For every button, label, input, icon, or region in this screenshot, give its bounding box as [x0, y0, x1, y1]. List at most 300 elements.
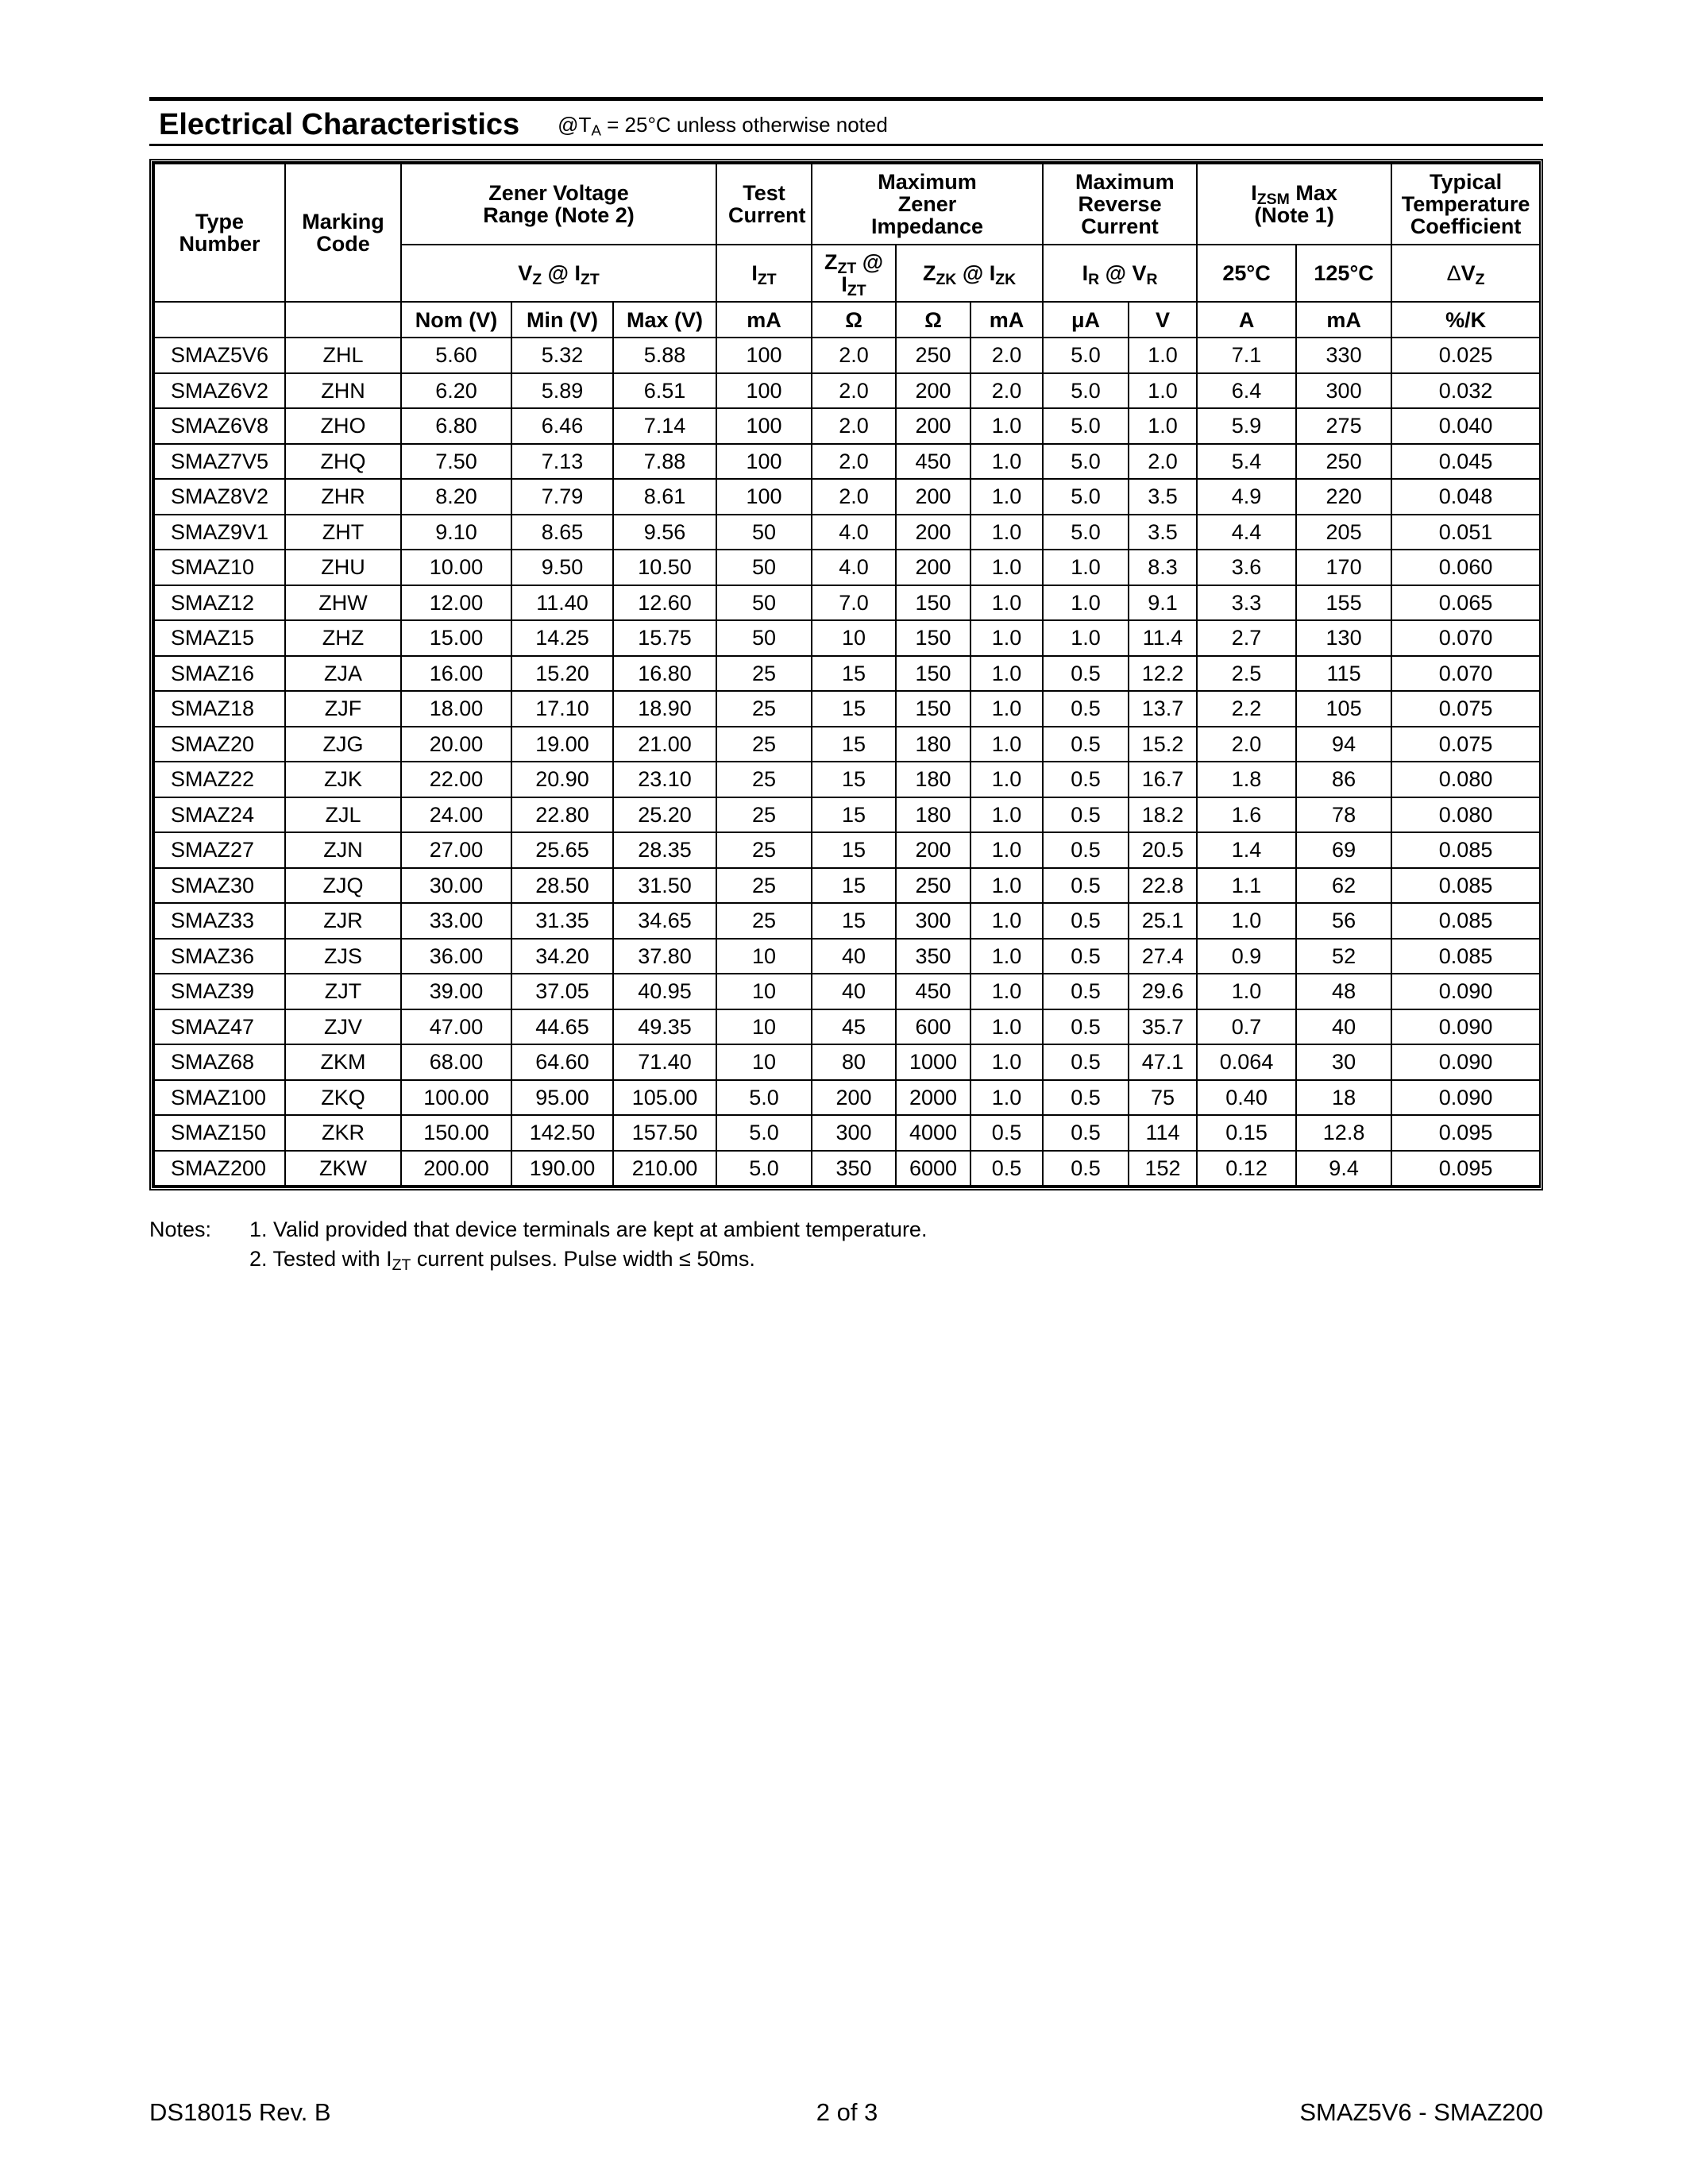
table-cell: 5.88: [613, 338, 716, 373]
table-cell: 45: [812, 1009, 896, 1045]
table-cell: 180: [896, 727, 970, 762]
table-cell: 4.9: [1197, 479, 1296, 515]
table-cell: 18: [1296, 1080, 1391, 1116]
table-cell: 17.10: [511, 691, 613, 727]
table-cell: 20.00: [401, 727, 511, 762]
table-cell: 1.0: [970, 656, 1043, 692]
unit-cell: mA: [970, 302, 1043, 338]
table-cell: 0.5: [1043, 1080, 1129, 1116]
table-cell: 155: [1296, 585, 1391, 621]
table-cell: 2.0: [970, 338, 1043, 373]
table-cell: 0.5: [1043, 1115, 1129, 1151]
section-header: [149, 97, 1543, 146]
table-cell: 142.50: [511, 1115, 613, 1151]
header-vz-at-izt: $V_Z$ @ $I_{ZT}$: [401, 245, 716, 302]
cell-marking-code: ZKQ: [285, 1080, 401, 1116]
table-cell: 49.35: [613, 1009, 716, 1045]
table-cell: 5.9: [1197, 408, 1296, 444]
table-cell: 80: [812, 1044, 896, 1080]
table-cell: 12.60: [613, 585, 716, 621]
table-cell: 1.0: [970, 903, 1043, 939]
table-cell: 0.095: [1391, 1151, 1540, 1187]
table-cell: 0.051: [1391, 515, 1540, 550]
table-cell: 1.0: [970, 1009, 1043, 1045]
table-cell: 220: [1296, 479, 1391, 515]
table-cell: 20.5: [1129, 832, 1197, 868]
section-condition: $@T_A = 25^\circ C$ unless otherwise noted: [558, 113, 888, 139]
table-cell: 0.5: [1043, 1151, 1129, 1187]
table-cell: 15: [812, 797, 896, 833]
cell-marking-code: ZKW: [285, 1151, 401, 1187]
header-temp-125c: 125°C: [1296, 245, 1391, 302]
table-cell: 0.070: [1391, 656, 1540, 692]
table-cell: 0.045: [1391, 444, 1540, 480]
table-cell: 0.048: [1391, 479, 1540, 515]
table-cell: 16.00: [401, 656, 511, 692]
cell-type-number: SMAZ39: [154, 974, 285, 1009]
table-cell: 31.50: [613, 868, 716, 904]
table-cell: 1.0: [970, 585, 1043, 621]
table-cell: 150: [896, 620, 970, 656]
table-row: [154, 903, 1540, 939]
unit-cell: Nom (V): [401, 302, 511, 338]
table-cell: 1.0: [970, 444, 1043, 480]
table-cell: 15.00: [401, 620, 511, 656]
header-temp-25c: 25°C: [1197, 245, 1296, 302]
table-cell: 4.4: [1197, 515, 1296, 550]
table-cell: 4.0: [812, 550, 896, 585]
table-cell: 2.2: [1197, 691, 1296, 727]
table-cell: 150.00: [401, 1115, 511, 1151]
table-cell: 10: [812, 620, 896, 656]
table-cell: 0.5: [1043, 903, 1129, 939]
unit-cell: A: [1197, 302, 1296, 338]
table-cell: 180: [896, 797, 970, 833]
col-type-number: Type Number: [154, 164, 285, 302]
table-cell: 5.0: [1043, 515, 1129, 550]
header-rule-bottom: [149, 144, 1543, 146]
table-cell: 1.0: [1129, 338, 1197, 373]
cell-marking-code: ZJA: [285, 656, 401, 692]
table-cell: 0.075: [1391, 691, 1540, 727]
table-cell: 15: [812, 656, 896, 692]
table-cell: 86: [1296, 762, 1391, 797]
table-cell: 8.3: [1129, 550, 1197, 585]
cell-marking-code: ZHT: [285, 515, 401, 550]
table-cell: 94: [1296, 727, 1391, 762]
table-cell: 0.095: [1391, 1115, 1540, 1151]
table-cell: 15.20: [511, 656, 613, 692]
table-cell: 1.0: [970, 974, 1043, 1009]
table-row: [154, 868, 1540, 904]
table-cell: 5.0: [716, 1151, 812, 1187]
cell-marking-code: ZJQ: [285, 868, 401, 904]
section-title: Electrical Characteristics: [159, 108, 520, 141]
table-cell: 5.0: [716, 1080, 812, 1116]
cell-marking-code: ZJN: [285, 832, 401, 868]
footer-doc-id: DS18015 Rev. B: [149, 2098, 331, 2126]
table-cell: 25: [716, 762, 812, 797]
table-cell: 5.60: [401, 338, 511, 373]
table-cell: 150: [896, 656, 970, 692]
table-cell: 0.090: [1391, 1080, 1540, 1116]
table-cell: 39.00: [401, 974, 511, 1009]
table-cell: 10: [716, 1044, 812, 1080]
table-cell: 6.4: [1197, 373, 1296, 409]
table-cell: 250: [1296, 444, 1391, 480]
table-cell: 0.5: [1043, 1044, 1129, 1080]
table-cell: 450: [896, 974, 970, 1009]
table-cell: 2.0: [812, 479, 896, 515]
table-cell: 2.7: [1197, 620, 1296, 656]
footer-part-range: SMAZ5V6 - SMAZ200: [1299, 2098, 1543, 2126]
table-cell: 0.7: [1197, 1009, 1296, 1045]
table-cell: 8.65: [511, 515, 613, 550]
table-cell: 2000: [896, 1080, 970, 1116]
table-cell: 15: [812, 868, 896, 904]
cell-marking-code: ZJR: [285, 903, 401, 939]
table-cell: 0.080: [1391, 797, 1540, 833]
table-cell: 2.5: [1197, 656, 1296, 692]
table-cell: 40: [812, 939, 896, 974]
table-cell: 30: [1296, 1044, 1391, 1080]
table-cell: 5.0: [1043, 408, 1129, 444]
table-cell: 4000: [896, 1115, 970, 1151]
table-cell: 0.15: [1197, 1115, 1296, 1151]
table-cell: 250: [896, 338, 970, 373]
table-cell: 0.5: [1043, 797, 1129, 833]
table-cell: 15: [812, 691, 896, 727]
header-zzk-at-izk: $Z_{ZK}$ @ $I_{ZK}$: [896, 245, 1043, 302]
table-cell: 28.50: [511, 868, 613, 904]
table-cell: 200: [896, 550, 970, 585]
table-cell: 5.0: [1043, 373, 1129, 409]
table-row: [154, 444, 1540, 480]
table-cell: 200: [896, 515, 970, 550]
table-cell: 7.79: [511, 479, 613, 515]
table-cell: 15: [812, 832, 896, 868]
table-cell: 330: [1296, 338, 1391, 373]
table-body: [154, 338, 1540, 1186]
units-blank-marking: [285, 302, 401, 338]
table-cell: 0.5: [970, 1151, 1043, 1187]
table-cell: 350: [896, 939, 970, 974]
table-cell: 1.0: [970, 479, 1043, 515]
table-cell: 1.0: [970, 832, 1043, 868]
units-row: [154, 302, 1540, 338]
table-cell: 300: [896, 903, 970, 939]
table-cell: 100: [716, 373, 812, 409]
unit-cell: Ω: [812, 302, 896, 338]
cell-marking-code: ZHR: [285, 479, 401, 515]
table-cell: 10: [716, 1009, 812, 1045]
table-cell: 0.5: [1043, 727, 1129, 762]
table-cell: 0.12: [1197, 1151, 1296, 1187]
table-cell: 2.0: [1129, 444, 1197, 480]
table-cell: 5.0: [716, 1115, 812, 1151]
table-cell: 56: [1296, 903, 1391, 939]
table-row: [154, 939, 1540, 974]
table-cell: 27.00: [401, 832, 511, 868]
table-row: [154, 974, 1540, 1009]
table-row: [154, 1044, 1540, 1080]
col-max-zener-impedance: Maximum Zener Impedance: [812, 164, 1043, 245]
table-cell: 170: [1296, 550, 1391, 585]
table-cell: 115: [1296, 656, 1391, 692]
table-cell: 0.090: [1391, 1009, 1540, 1045]
table-cell: 20.90: [511, 762, 613, 797]
table-cell: 11.40: [511, 585, 613, 621]
cell-type-number: SMAZ68: [154, 1044, 285, 1080]
table-cell: 1.0: [1043, 620, 1129, 656]
cell-type-number: SMAZ150: [154, 1115, 285, 1151]
table-row: [154, 1080, 1540, 1116]
table-cell: 36.00: [401, 939, 511, 974]
table-cell: 150: [896, 691, 970, 727]
cell-marking-code: ZKR: [285, 1115, 401, 1151]
table-cell: 1.0: [970, 868, 1043, 904]
table-cell: 28.35: [613, 832, 716, 868]
cell-type-number: SMAZ22: [154, 762, 285, 797]
cell-marking-code: ZJV: [285, 1009, 401, 1045]
table-row: [154, 1151, 1540, 1187]
table-cell: 47.1: [1129, 1044, 1197, 1080]
table-cell: 7.88: [613, 444, 716, 480]
table-cell: 6000: [896, 1151, 970, 1187]
table-cell: 1.8: [1197, 762, 1296, 797]
table-cell: 25.65: [511, 832, 613, 868]
table-cell: 1.0: [970, 550, 1043, 585]
table-cell: 25: [716, 832, 812, 868]
table-cell: 100.00: [401, 1080, 511, 1116]
cell-marking-code: ZJG: [285, 727, 401, 762]
table-cell: 9.56: [613, 515, 716, 550]
table-cell: 450: [896, 444, 970, 480]
table-cell: 0.065: [1391, 585, 1540, 621]
table-cell: 78: [1296, 797, 1391, 833]
table-cell: 600: [896, 1009, 970, 1045]
table-cell: 0.5: [1043, 832, 1129, 868]
cell-type-number: SMAZ6V2: [154, 373, 285, 409]
table-cell: 5.0: [1043, 444, 1129, 480]
table-cell: 18.90: [613, 691, 716, 727]
table-cell: 0.5: [970, 1115, 1043, 1151]
table-cell: 300: [1296, 373, 1391, 409]
electrical-characteristics-table: [153, 163, 1541, 1187]
unit-cell: Ω: [896, 302, 970, 338]
table-cell: 25.20: [613, 797, 716, 833]
table-cell: 0.060: [1391, 550, 1540, 585]
table-cell: 114: [1129, 1115, 1197, 1151]
unit-cell: Min (V): [511, 302, 613, 338]
cell-type-number: SMAZ8V2: [154, 479, 285, 515]
table-cell: 5.0: [1043, 338, 1129, 373]
electrical-characteristics-table-frame: [149, 159, 1543, 1190]
table-cell: 1.4: [1197, 832, 1296, 868]
table-cell: 1.0: [1129, 408, 1197, 444]
table-cell: 7.14: [613, 408, 716, 444]
table-row: [154, 1115, 1540, 1151]
table-cell: 19.00: [511, 727, 613, 762]
cell-marking-code: ZJS: [285, 939, 401, 974]
table-cell: 75: [1129, 1080, 1197, 1116]
table-row: [154, 338, 1540, 373]
cell-type-number: SMAZ100: [154, 1080, 285, 1116]
table-cell: 0.085: [1391, 939, 1540, 974]
table-cell: 3.6: [1197, 550, 1296, 585]
table-cell: 7.0: [812, 585, 896, 621]
units-blank-type: [154, 302, 285, 338]
cell-marking-code: ZJT: [285, 974, 401, 1009]
table-cell: 200: [812, 1080, 896, 1116]
table-cell: 105: [1296, 691, 1391, 727]
table-cell: 50: [716, 550, 812, 585]
table-cell: 200: [896, 832, 970, 868]
table-cell: 15.75: [613, 620, 716, 656]
table-cell: 22.8: [1129, 868, 1197, 904]
table-cell: 3.3: [1197, 585, 1296, 621]
table-cell: 6.51: [613, 373, 716, 409]
table-row: [154, 408, 1540, 444]
cell-type-number: SMAZ47: [154, 1009, 285, 1045]
table-cell: 10: [716, 939, 812, 974]
cell-type-number: SMAZ16: [154, 656, 285, 692]
table-cell: 9.4: [1296, 1151, 1391, 1187]
table-cell: 9.1: [1129, 585, 1197, 621]
table-row: [154, 515, 1540, 550]
table-cell: 1.0: [970, 797, 1043, 833]
table-row: [154, 620, 1540, 656]
table-cell: 50: [716, 515, 812, 550]
table-cell: 25: [716, 727, 812, 762]
cell-type-number: SMAZ18: [154, 691, 285, 727]
table-cell: 0.090: [1391, 1044, 1540, 1080]
cell-marking-code: ZHL: [285, 338, 401, 373]
table-cell: 50: [716, 620, 812, 656]
table-row: [154, 762, 1540, 797]
table-row: [154, 585, 1540, 621]
table-cell: 11.4: [1129, 620, 1197, 656]
table-cell: 40: [812, 974, 896, 1009]
cell-type-number: SMAZ30: [154, 868, 285, 904]
table-cell: 0.032: [1391, 373, 1540, 409]
header-delta-vz: $\Delta V_Z$: [1391, 245, 1540, 302]
cell-type-number: SMAZ5V6: [154, 338, 285, 373]
table-cell: 0.5: [1043, 691, 1129, 727]
table-cell: 130: [1296, 620, 1391, 656]
table-cell: 62: [1296, 868, 1391, 904]
table-cell: 23.10: [613, 762, 716, 797]
table-cell: 27.4: [1129, 939, 1197, 974]
table-cell: 69: [1296, 832, 1391, 868]
table-cell: 0.080: [1391, 762, 1540, 797]
notes-label: Notes:: [149, 1217, 212, 1241]
cell-marking-code: ZHQ: [285, 444, 401, 480]
table-cell: 48: [1296, 974, 1391, 1009]
table-cell: 1.0: [1129, 373, 1197, 409]
table-cell: 10.00: [401, 550, 511, 585]
table-cell: 0.5: [1043, 1009, 1129, 1045]
table-cell: 12.8: [1296, 1115, 1391, 1151]
cell-marking-code: ZHW: [285, 585, 401, 621]
table-cell: 10.50: [613, 550, 716, 585]
table-cell: 5.89: [511, 373, 613, 409]
table-row: [154, 1009, 1540, 1045]
cell-type-number: SMAZ27: [154, 832, 285, 868]
table-cell: 40.95: [613, 974, 716, 1009]
table-cell: 6.20: [401, 373, 511, 409]
cell-marking-code: ZHU: [285, 550, 401, 585]
table-cell: 157.50: [613, 1115, 716, 1151]
table-cell: 210.00: [613, 1151, 716, 1187]
table-cell: 7.1: [1197, 338, 1296, 373]
table-cell: 47.00: [401, 1009, 511, 1045]
table-cell: 275: [1296, 408, 1391, 444]
table-cell: 6.46: [511, 408, 613, 444]
table-row: [154, 479, 1540, 515]
table-cell: 0.5: [1043, 939, 1129, 974]
header-ir-at-vr: $I_R$ @ $V_R$: [1043, 245, 1197, 302]
cell-marking-code: ZKM: [285, 1044, 401, 1080]
table-cell: 0.085: [1391, 868, 1540, 904]
footer-page-number: 2 of 3: [816, 2098, 878, 2126]
table-row: [154, 727, 1540, 762]
unit-cell: mA: [716, 302, 812, 338]
cell-type-number: SMAZ7V5: [154, 444, 285, 480]
table-cell: 4.0: [812, 515, 896, 550]
cell-type-number: SMAZ15: [154, 620, 285, 656]
table-cell: 2.0: [812, 444, 896, 480]
header-izt: $I_{ZT}$: [716, 245, 812, 302]
table-cell: 0.085: [1391, 903, 1540, 939]
table-cell: 2.0: [1197, 727, 1296, 762]
table-cell: 1.0: [970, 408, 1043, 444]
table-cell: 100: [716, 444, 812, 480]
table-cell: 100: [716, 479, 812, 515]
table-cell: 105.00: [613, 1080, 716, 1116]
table-cell: 100: [716, 408, 812, 444]
table-cell: 1.0: [970, 515, 1043, 550]
table-cell: 50: [716, 585, 812, 621]
table-cell: 35.7: [1129, 1009, 1197, 1045]
unit-cell: mA: [1296, 302, 1391, 338]
table-cell: 1.0: [1043, 585, 1129, 621]
table-cell: 0.085: [1391, 832, 1540, 868]
table-cell: 6.80: [401, 408, 511, 444]
table-cell: 18.2: [1129, 797, 1197, 833]
cell-type-number: SMAZ20: [154, 727, 285, 762]
table-cell: 25.1: [1129, 903, 1197, 939]
table-cell: 31.35: [511, 903, 613, 939]
table-cell: 3.5: [1129, 479, 1197, 515]
header-zzt-at-izt: $Z_{ZT}$ @ $I_{ZT}$: [812, 245, 896, 302]
table-cell: 12.2: [1129, 656, 1197, 692]
table-cell: 25: [716, 797, 812, 833]
table-cell: 2.0: [812, 338, 896, 373]
table-cell: 1.6: [1197, 797, 1296, 833]
table-cell: 37.05: [511, 974, 613, 1009]
col-temp-coefficient: Typical Temperature Coefficient: [1391, 164, 1540, 245]
unit-cell: Max (V): [613, 302, 716, 338]
table-row: [154, 550, 1540, 585]
cell-marking-code: ZHZ: [285, 620, 401, 656]
table-cell: 22.00: [401, 762, 511, 797]
cell-type-number: SMAZ200: [154, 1151, 285, 1187]
table-cell: 16.7: [1129, 762, 1197, 797]
cell-marking-code: ZHN: [285, 373, 401, 409]
table-cell: 15: [812, 903, 896, 939]
table-cell: 1.0: [970, 1044, 1043, 1080]
